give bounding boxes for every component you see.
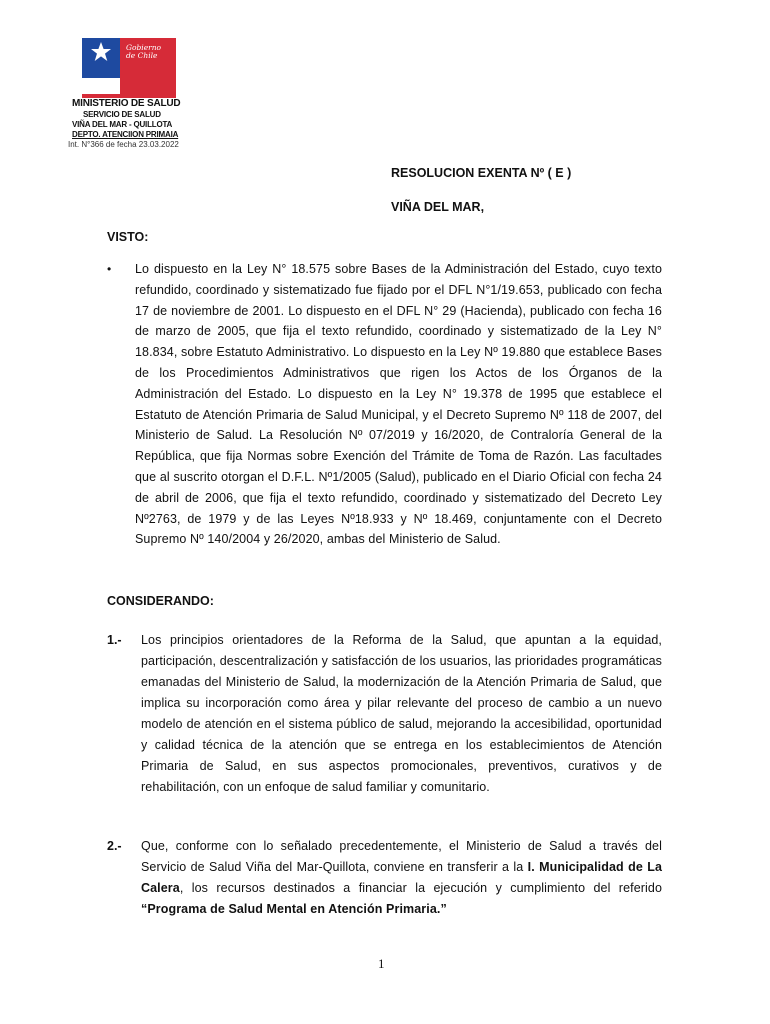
star-icon xyxy=(90,41,112,63)
visto-paragraph: Lo dispuesto en la Ley N° 18.575 sobre Bases de la Administración del Estado, cuyo texto refundido, coordinado y sistematizado fue fijado por el DFL N°1/19.653, publicado con fecha 17 de noviembre de 2001. Lo dispuesto en el DFL N° 29 (Hacienda), publicado con fecha 16 de marzo de 2005, que fija el texto refundido, coordinado y sistematizado de la Ley N° 18.834, sobre Estatuto Administrativo. Lo dispuesto en la Ley Nº 19.880 que establece Bases de los Procedimientos Administrativos que rigen los Actos de los Órganos de la Administración del Estado. Lo dispuesto en la Ley N° 19.378 de 1995 que establece el Estatuto de Atención Primaria de Salud Municipal, y el Decreto Supremo Nº 118 de 2007, del Ministerio de Salud. La Resolución Nº 07/2019 y 16/2020, de Contraloría General de la República, que fija Normas sobre Exención del Trámite de Toma de Razón. Las facultades que al suscrito otorgan el D.F.L. Nº1/2005 (Salud), publicado en el Diario Oficial con fecha 24 de abril de 2006, que fija el texto refundido, coordinado y sistematizado del Decreto Ley Nº2763, de 1979 y de las Leyes Nº18.933 y Nº 18.469, conjuntamente con el Decreto Supremo Nº 140/2004 y 26/2020, ambas del Ministerio de Salud. xyxy=(135,262,662,547)
item-paragraph-1: Los principios orientadores de la Reforma de la Salud, que apuntan a la equidad, participación, descentralización y satisfacción de los usuarios, las prioridades programáticas emanadas del Ministerio de Salud, la modernización de la Atención Primaria de Salud, que implica su incorporación como área y pilar relevante del proceso de cambio a un nuevo modelo de atención en el sistema público de salud, mejorando la accesibilidad, oportunidad y calidad técnica de la atención que se entrega en los establecimientos de Atención Primaria de Salud, en sus aspectos promocionales, preventivos, curativos y de rehabilitación, con un enfoque de salud familiar y comunitario. xyxy=(141,633,662,794)
bullet-marker: • xyxy=(107,262,112,276)
item-number-2: 2.- xyxy=(107,839,122,853)
resolution-place: VIÑA DEL MAR, xyxy=(391,200,485,214)
internal-reference: Int. N°366 de fecha 23.03.2022 xyxy=(68,140,179,149)
municipality-name: I. Municipalidad de La Calera xyxy=(141,860,663,895)
page-number: 1 xyxy=(378,956,385,971)
item-number-1: 1.- xyxy=(107,633,122,647)
service-name: SERVICIO DE SALUD xyxy=(83,110,161,119)
visto-heading: VISTO: xyxy=(107,230,149,244)
service-region: VIÑA DEL MAR - QUILLOTA xyxy=(72,120,173,129)
government-logo xyxy=(82,38,176,94)
item-paragraph-2: Que, conforme con lo señalado precedentemente, el Ministerio de Salud a través del Servicio de Salud Viña del Mar-Quillota, conviene en transferir a la I. Municipalidad de La Calera, los recursos destinados a financiar la ejecución y cumplimiento del referido “Programa de Salud Mental en Atención Primaria.” xyxy=(141,839,663,916)
resolution-title: RESOLUCION EXENTA Nº ( E ) xyxy=(391,166,572,180)
program-name: “Programa de Salud Mental en Atención Primaria.” xyxy=(141,902,447,916)
logo-text: Gobierno de Chile xyxy=(126,43,162,60)
considerando-heading: CONSIDERANDO: xyxy=(107,594,214,608)
ministry-name: MINISTERIO DE SALUD xyxy=(72,98,181,109)
department-name: DEPTO. ATENCIION PRIMAIA xyxy=(72,130,179,139)
